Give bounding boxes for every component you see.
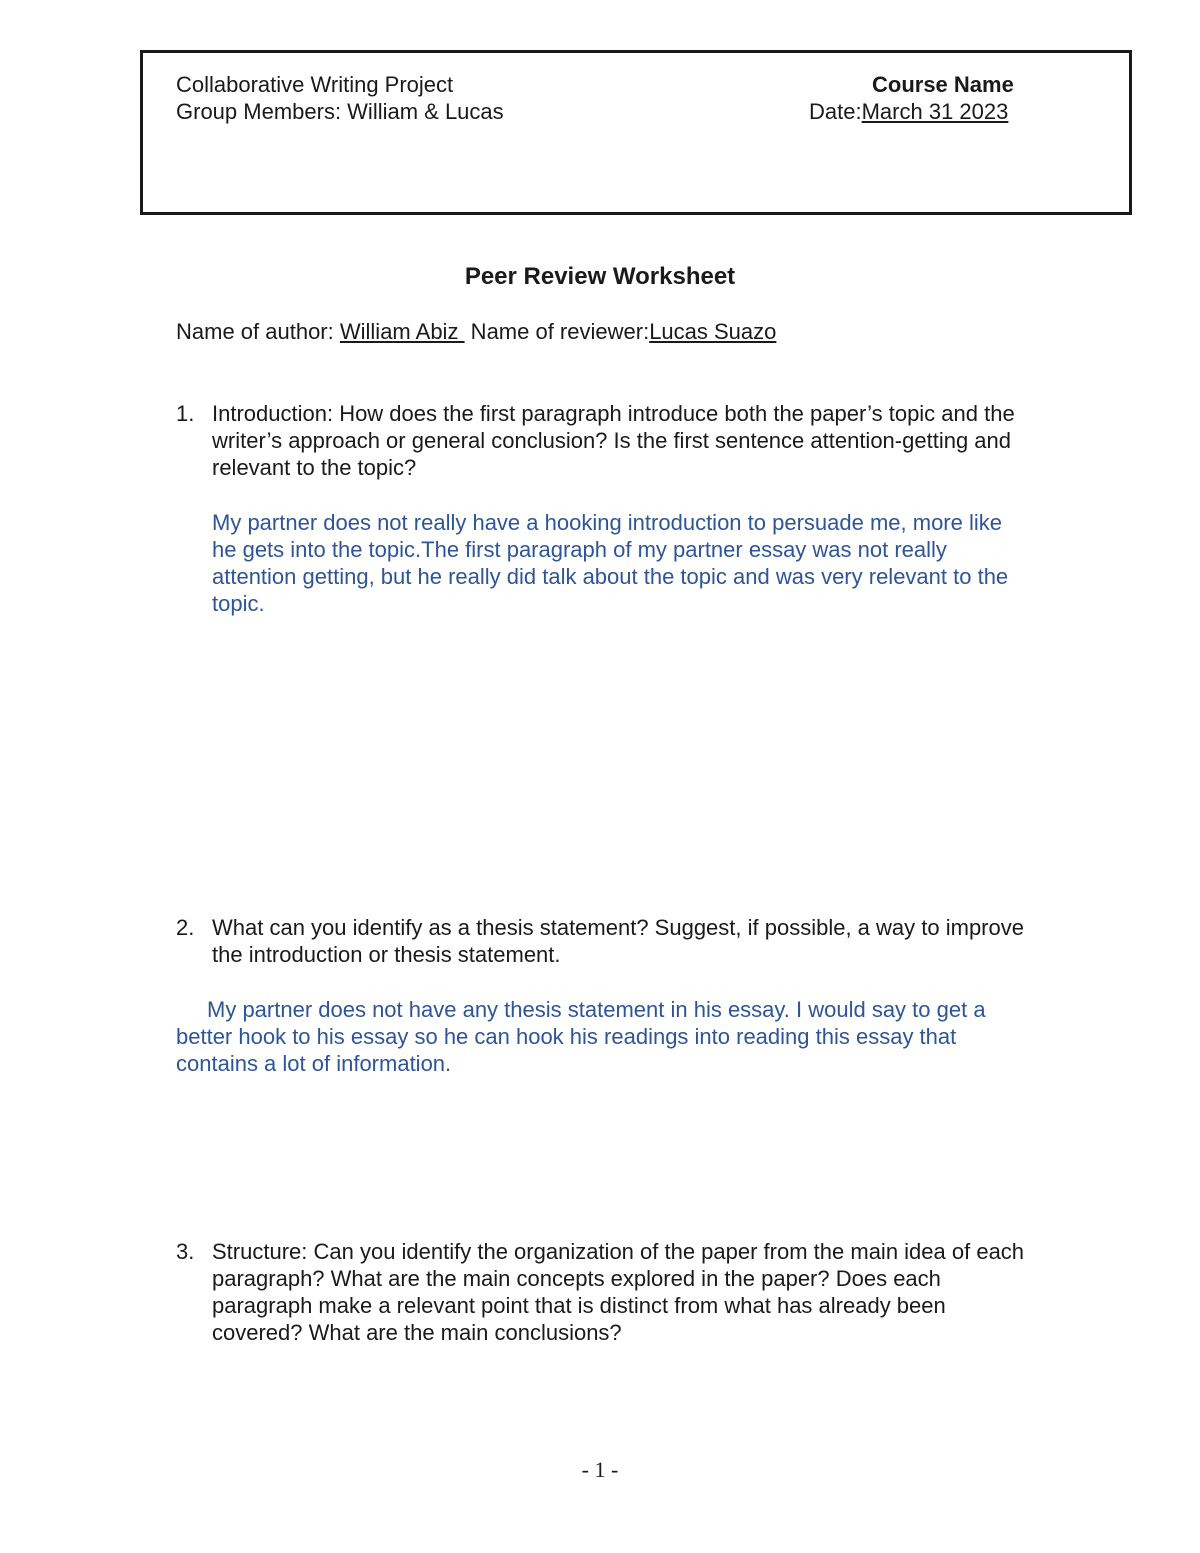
answer-2: My partner does not have any thesis statement in his essay. I would say to get a better hook to his essay so he can hook his readings into reading this essay that contains a lot of information. — [176, 997, 986, 1076]
group-members: Group Members: William & Lucas — [176, 99, 504, 124]
answer-1: My partner does not really have a hooking introduction to persuade me, more like he gets into the topic.The first paragraph of my partner essay was not really attention getting, but he really did talk about the topic and was very relevant to the topic. — [212, 510, 1009, 616]
author-name: William Abiz — [339, 319, 465, 344]
date-value: March 31 2023 — [861, 99, 1009, 124]
question-1 — [176, 400, 1036, 481]
page-number: - 1 - — [581, 1457, 619, 1482]
project-title: Collaborative Writing Project — [176, 72, 454, 97]
question-text: Structure: Can you identify the organization of the paper from the main idea of each paragraph? What are the main concepts explored in the paper? Does each paragraph make a relevant point that is distinct from what has already been covered? What are the main conclusions? — [212, 1239, 1025, 1345]
reviewer-name: Lucas Suazo — [649, 319, 777, 344]
question-number: 1. — [176, 401, 195, 426]
question-2 — [176, 914, 1036, 968]
question-text: Introduction: How does the first paragraph introduce both the paper’s topic and the writer’s approach or general conclusion? Is the first sentence attention-getting and relevant to the topic? — [212, 401, 1015, 480]
question-text: What can you identify as a thesis statement? Suggest, if possible, a way to improve the introduction or thesis statement. — [212, 915, 1024, 967]
reviewer-label: Name of reviewer: — [464, 319, 650, 344]
question-3 — [176, 1238, 1036, 1346]
worksheet-title: Peer Review Worksheet — [464, 263, 736, 290]
date-label: Date: — [809, 99, 862, 124]
question-number: 3. — [176, 1239, 195, 1264]
question-number: 2. — [176, 915, 195, 940]
author-label: Name of author: — [176, 319, 340, 344]
course-name: Course Name — [872, 72, 1014, 97]
names-line — [176, 318, 776, 345]
date-line — [809, 98, 1008, 125]
